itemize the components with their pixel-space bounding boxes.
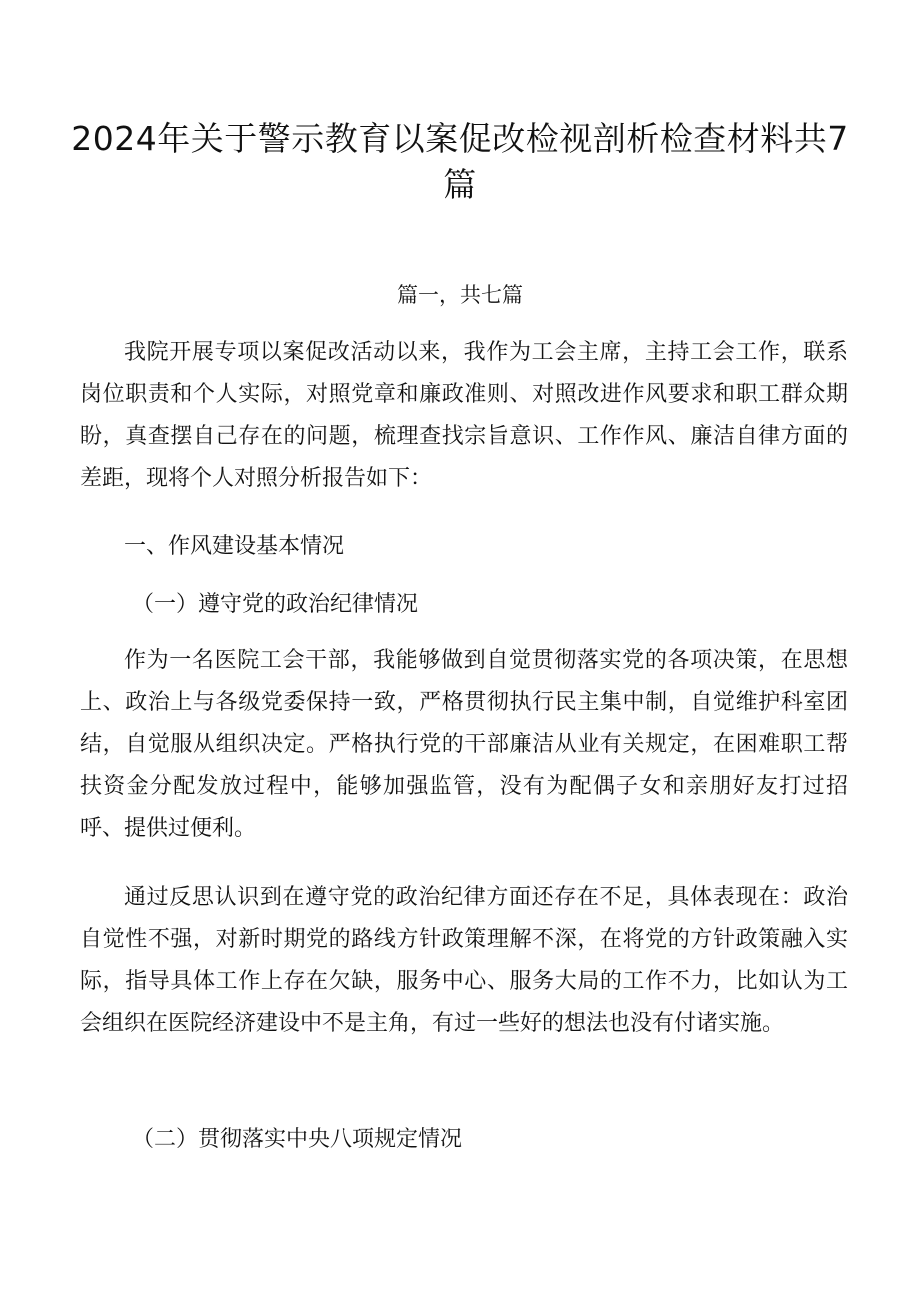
- subsection-heading-2: （二）贯彻落实中央八项规定情况: [132, 1127, 463, 1152]
- section-heading-1: 一、作风建设基本情况: [124, 534, 345, 559]
- body-paragraph-2: 通过反思认识到在遵守党的政治纪律方面还存在不足，具体表现在：政治自觉性不强，对新时期党的路线方针政策理解不深，在将党的方针政策融入实际，指导具体工作上存在欠缺，服务中心、服务大局的工作不力，比如认为工会组织在医院经济建设中不是主角，有过一些好的想法也没有付诸实施。: [80, 885, 848, 1036]
- body-paragraph-1: 作为一名医院工会干部，我能够做到自觉贯彻落实党的各项决策，在思想上、政治上与各级党委保持一致，严格贯彻执行民主集中制，自觉维护科室团结，自觉服从组织决定。严格执行党的干部廉洁从业有关规定，在困难职工帮扶资金分配发放过程中，能够加强监管，没有为配偶子女和亲朋好友打过招呼、提供过便利。: [80, 648, 848, 841]
- document-title: 2024年关于警示教育以案促改检视剖析检查材料共7篇: [71, 119, 849, 204]
- document-subtitle: 篇一，共七篇: [397, 283, 523, 307]
- subsection-heading-1: （一）遵守党的政治纪律情况: [132, 592, 419, 617]
- intro-paragraph: 我院开展专项以案促改活动以来，我作为工会主席，主持工会工作，联系岗位职责和个人实际，对照党章和廉政准则、对照改进作风要求和职工群众期盼，真查摆自己存在的问题，梳理查找宗旨意识、工作作风、廉洁自律方面的差距，现将个人对照分析报告如下：: [80, 340, 848, 491]
